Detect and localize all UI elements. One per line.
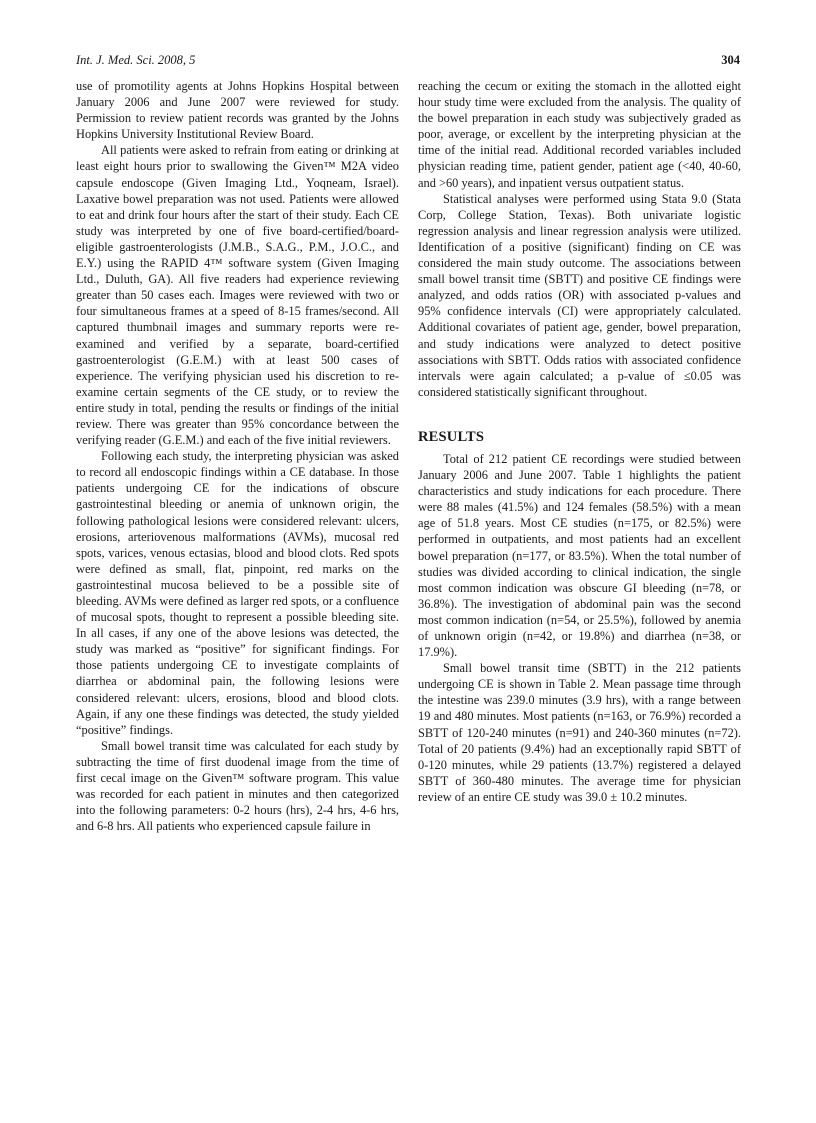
paragraph: Small bowel transit time (SBTT) in the 212 patients undergoing CE is shown in Table 2. Mean passage time through the intestine was 239.0 minutes (3.9 hrs), with a range between 19 and 480 minutes. Most patients (n=163, or 76.9%) recorded a SBTT of 120-240 minutes (n=91) and 240-360 minutes (n=72). Total of 20 patients (9.4%) had an exceptionally rapid SBTT of 0-120 minutes, while 29 patients (13.7%) registered a delayed SBTT of 360-480 minutes. The average time for physician review of an entire CE study was 39.0 ± 10.2 minutes. — [418, 661, 741, 804]
paragraph: Small bowel transit time was calculated for each study by subtracting the time of first duodenal image from the time of first cecal image on the Given™ software program. This value was recorded for each patient in minutes and then categorized into the following parameters: 0-2 hours (hrs), 2-4 hrs, 4-6 hrs, and 6-8 hrs. All patients who experienced capsule failure in — [76, 738, 399, 834]
page-number: 304 — [721, 53, 740, 67]
paragraph: Following each study, the interpreting physician was asked to record all endoscopic findings within a CE database. In those patients undergoing CE for the indications of obscure gastrointestinal bleeding or anemia of unknown origin, the following pathological lesions were considered relevant: ulcers, erosions, arteriovenous malformations (AVMs), mucosal red spots, varices, venous ectasias, blood and blood clots. Red spots were defined as small, flat, pinpoint, red marks on the gastrointestinal mucosa believed to be a possible site of bleeding. AVMs were defined as larger red spots, or a confluence of mucosal spots, thought to represent a possible bleeding site. In all cases, if any one of the above lesions was detected, the study was marked as “positive” for significant findings. For those patients undergoing CE to investigate complaints of diarrhea or abdominal pain, the following lesions were considered relevant: ulcers, erosions, blood and blood clots. Again, if any one these findings was detected, the study yielded “positive” findings. — [76, 449, 399, 737]
paragraph: Total of 212 patient CE recordings were studied between January 2006 and June 2007. Table 1 highlights the patient characteristics and study indications for each procedure. There were 88 males (41.5%) and 124 females (58.5%) with a mean age of 51.8 years. Most CE studies (n=175, or 82.5%) were performed in outpatients, and most patients had an excellent bowel preparation (n=177, or 83.5%). When the total number of studies was divided according to clinical indication, the single most common indication was obscure GI bleeding (n=78, or 36.8%). The investigation of abdominal pain was the second most common indication (n=54, or 25.5%), followed by anemia of unknown origin (n=42, or 19.8%) and diarrhea (n=38, or 17.9%). — [418, 451, 741, 660]
left-column — [76, 78, 399, 834]
journal-citation: Int. J. Med. Sci. 2008, 5 — [76, 53, 196, 67]
paragraph: Statistical analyses were performed using Stata 9.0 (Stata Corp, College Station, Texas). Both univariate logistic regression analysis and linear regression analysis were utilized. Identification of a positive (significant) finding on CE was considered the main study outcome. The associations between small bowel transit time (SBTT) and positive CE findings were analyzed, and odds ratios (OR) with associated p-values and 95% confidence intervals (CI) were appropriately calculated. Additional covariates of patient age, gender, bowel preparation, and study indications were analyzed to detect positive associations with SBTT. Odds ratios with associated confidence intervals were again calculated; a p-value of ≤0.05 was considered statistically significant throughout. — [418, 191, 741, 399]
paragraph: use of promotility agents at Johns Hopkins Hospital between January 2006 and June 2007 were reviewed for study. Permission to review patient records was granted by the Johns Hopkins University Institutional Review Board. — [76, 79, 399, 142]
right-column — [418, 78, 741, 805]
paragraph: reaching the cecum or exiting the stomach in the allotted eight hour study time were excluded from the analysis. The quality of the bowel preparation in each study was subjectively graded as poor, average, or excellent by the interpreting physician at the time of the initial read. Additional recorded variables included physician reading time, patient gender, patient age (<40, 40-60, and >60 years), and inpatient versus outpatient status. — [418, 79, 741, 190]
section-heading-results: RESULTS — [418, 428, 485, 445]
paragraph: All patients were asked to refrain from eating or drinking at least eight hours prior to swallowing the Given™ M2A video capsule endoscope (Given Imaging Ltd., Yoqneam, Israel). Laxative bowel preparation was not used. Patients were allowed to eat and drink four hours after the start of their study. Each CE study was interpreted by one of five board-certified/board-eligible gastroenterologists (J.M.B., S.A.G., P.M., J.O.C., and E.Y.) using the RAPID 4™ software system (Given Imaging Ltd., Duluth, GA). All five readers had experience reviewing greater than 50 cases each. Images were reviewed with two or four simultaneous frames at a speed of 8-15 frames/second. All captured thumbnail images and summary reports were re-examined and verified by a separate, board-certified gastroenterologist (G.E.M.) with at least 500 cases of experience. The verifying physician used his discretion to re-examine certain segments of the CE study, or to review the entire study in total, pending the results or findings of the initial review. There was greater than 95% concordance between the verifying reader (G.E.M.) and each of the five initial reviewers. — [76, 143, 399, 448]
